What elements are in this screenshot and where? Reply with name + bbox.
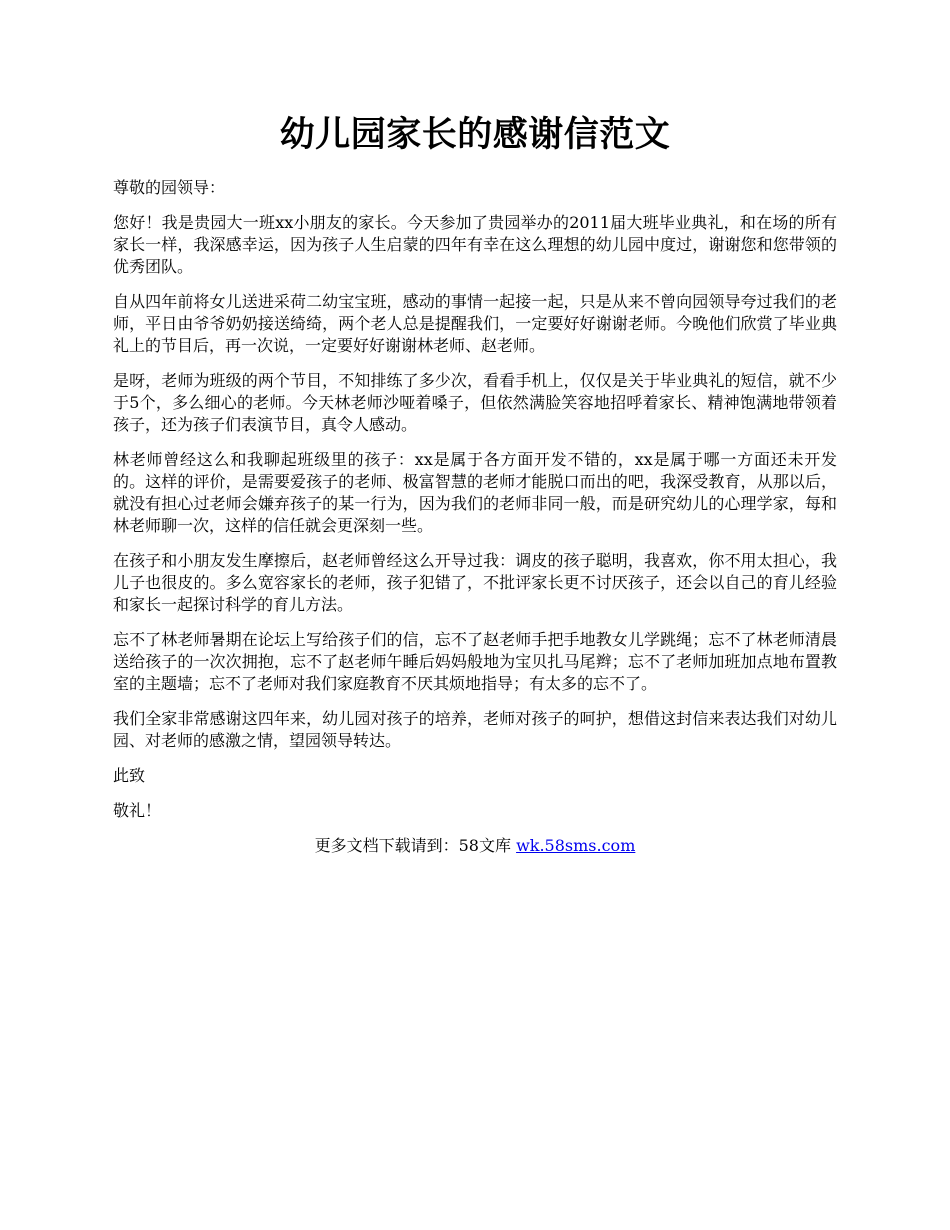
paragraph-6: 忘不了林老师暑期在论坛上写给孩子们的信，忘不了赵老师手把手地教女儿学跳绳；忘不了林老师清晨送给孩子的一次次拥抱，忘不了赵老师午睡后妈妈般地为宝贝扎马尾辫；忘不了老师加班加点地布置教室的主题墙；忘不了老师对我们家庭教育不厌其烦地指导；有太多的忘不了。 <box>113 630 837 693</box>
closing-line-1: 此致 <box>113 766 146 785</box>
page-title: 幼儿园家长的感谢信范文 <box>279 114 671 155</box>
paragraph-4: 林老师曾经这么和我聊起班级里的孩子：xx是属于各方面开发不错的，xx是属于哪一方面还未开发的。这样的评价，是需要爱孩子的老师、极富智慧的老师才能脱口而出的吧，我深受教育，从那以后，就没有担心过老师会嫌弃孩子的某一行为，因为我们的老师非同一般，而是研究幼儿的心理学家，每和林老师聊一次，这样的信任就会更深刻一些。 <box>113 450 837 535</box>
paragraph-5: 在孩子和小朋友发生摩擦后，赵老师曾经这么开导过我：调皮的孩子聪明，我喜欢，你不用太担心，我儿子也很皮的。多么宽容家长的老师，孩子犯错了，不批评家长更不讨厌孩子，还会以自己的育儿经验和家长一起探讨科学的育儿方法。 <box>113 551 837 614</box>
footer <box>113 835 837 857</box>
footer-text: 更多文档下载请到：58文库 <box>314 836 517 855</box>
salutation: 尊敬的园领导： <box>113 178 226 197</box>
paragraph-3: 是呀，老师为班级的两个节目，不知排练了多少次，看看手机上，仅仅是关于毕业典礼的短信，就不少于5个，多么细心的老师。今天林老师沙哑着嗓子，但依然满脸笑容地招呼着家长、精神饱满地带领着孩子，还为孩子们表演节目，真令人感动。 <box>113 371 837 434</box>
footer-link[interactable]: wk.58sms.com <box>516 836 636 855</box>
paragraph-2: 自从四年前将女儿送进采荷二幼宝宝班，感动的事情一起接一起，只是从来不曾向园领导夸过我们的老师，平日由爷爷奶奶接送绮绮，两个老人总是提醒我们，一定要好好谢谢老师。今晚他们欣赏了毕业典礼上的节目后，再一次说，一定要好好谢谢林老师、赵老师。 <box>113 292 837 355</box>
paragraph-1: 您好！我是贵园大一班xx小朋友的家长。今天参加了贵园举办的2011届大班毕业典礼，和在场的所有家长一样，我深感幸运，因为孩子人生启蒙的四年有幸在这么理想的幼儿园中度过，谢谢您和您带领的优秀团队。 <box>113 213 837 276</box>
closing-line-2: 敬礼！ <box>113 801 162 820</box>
paragraph-7: 我们全家非常感谢这四年来，幼儿园对孩子的培养，老师对孩子的呵护，想借这封信来表达我们对幼儿园、对老师的感激之情，望园领导转达。 <box>113 709 837 750</box>
